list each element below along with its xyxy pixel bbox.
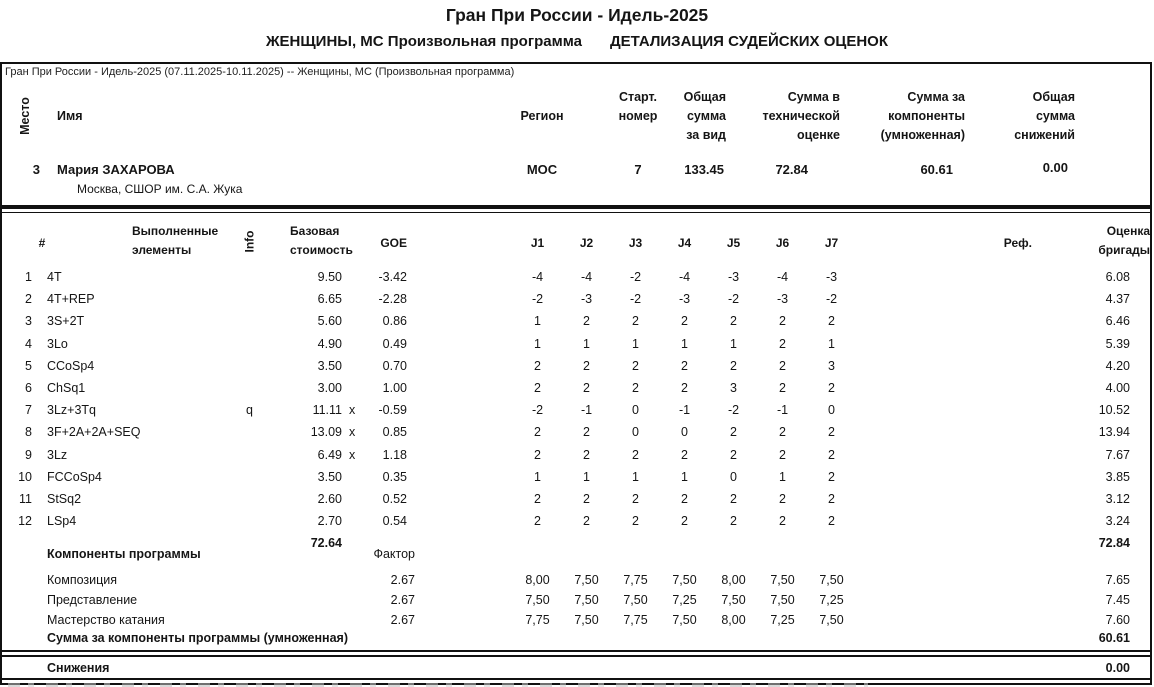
panel-score-column-header: Оценка бригады [1098, 224, 1150, 257]
element-bonus-x-marker [342, 510, 367, 532]
element-info-flag [227, 310, 272, 332]
judge-column-header: J6 [775, 236, 790, 250]
element-goe: 0.85 [382, 425, 407, 440]
judge-score: 2 [730, 314, 737, 329]
element-row [2, 377, 1154, 399]
judge-score: -3 [776, 292, 789, 307]
judge-column-header: J1 [530, 236, 545, 250]
judge-component-score: 7,50 [574, 573, 599, 587]
judge-score: -3 [580, 292, 593, 307]
element-base-value: 2.70 [317, 514, 342, 529]
referee-cell [856, 610, 1044, 630]
executed-elements-column-header: Выполненные элементы [132, 224, 219, 257]
judge-score: -1 [776, 403, 789, 418]
judge-component-score: 7,50 [574, 613, 599, 627]
judge-component-score: 7,50 [721, 593, 746, 607]
judge-score: -3 [678, 292, 691, 307]
judge-score: 2 [534, 491, 541, 506]
element-number: 12 [18, 514, 32, 529]
judge-score: 2 [583, 314, 590, 329]
judge-score: 2 [681, 314, 688, 329]
element-info-flag [227, 466, 272, 488]
element-number: 8 [25, 425, 32, 440]
referee-cell [856, 355, 1044, 377]
judge-score: 2 [632, 514, 639, 529]
element-name: CCoSp4 [47, 358, 95, 373]
element-number: 5 [25, 358, 32, 373]
element-info-flag [227, 488, 272, 510]
judge-score: -4 [580, 270, 593, 284]
element-panel-score: 7.67 [1105, 447, 1130, 462]
judge-score: -4 [531, 270, 544, 284]
judge-score: 2 [828, 314, 835, 329]
element-bonus-x-marker [342, 288, 367, 310]
judge-score: -4 [678, 270, 691, 284]
element-name: 3Lz+3Tq [47, 403, 96, 418]
judge-score: 2 [828, 514, 835, 529]
panel-score-total: 72.84 [1098, 536, 1130, 550]
element-info-flag [227, 421, 272, 443]
element-row [2, 266, 1154, 288]
referee-cell [856, 488, 1044, 510]
element-bonus-x-marker [342, 333, 367, 355]
component-factor: 2.67 [390, 593, 415, 607]
element-info-flag [227, 444, 272, 466]
judge-score: -3 [825, 270, 838, 284]
components-header-row [2, 547, 1154, 565]
judge-column-header: J5 [726, 236, 741, 250]
judge-component-score: 7,50 [672, 613, 697, 627]
judge-score: 1 [583, 469, 590, 484]
judge-score: 1 [681, 469, 688, 484]
element-goe: 0.86 [382, 314, 407, 329]
element-panel-score: 13.94 [1098, 425, 1130, 440]
judge-score: 0 [730, 469, 737, 484]
judge-score: 2 [828, 469, 835, 484]
element-info-flag [227, 288, 272, 310]
judge-score: 2 [730, 425, 737, 440]
judge-score: 2 [583, 425, 590, 440]
element-row [2, 510, 1154, 532]
tes-column-header: Сумма в технической оценке [762, 90, 840, 142]
goe-column-header: GOE [380, 236, 407, 250]
judge-score: 0 [632, 425, 639, 440]
element-goe: -0.59 [378, 403, 407, 418]
start-number-column-header: Старт. номер [618, 90, 658, 123]
element-row [2, 421, 1154, 443]
element-panel-score: 3.24 [1105, 514, 1130, 529]
judge-score: 2 [828, 447, 835, 462]
element-number: 2 [25, 292, 32, 307]
referee-cell [856, 510, 1044, 532]
judge-score: 1 [730, 336, 737, 351]
judge-score: 2 [779, 314, 786, 329]
deductions-value: 0.00 [1105, 661, 1130, 675]
element-number: 10 [18, 469, 32, 484]
judge-score: 0 [632, 403, 639, 418]
element-panel-score: 4.37 [1105, 292, 1130, 307]
judge-component-score: 7,50 [819, 573, 844, 587]
judge-score: 2 [828, 491, 835, 506]
judge-score: 2 [779, 425, 786, 440]
judge-score: 2 [828, 380, 835, 395]
judge-column-header: J2 [579, 236, 594, 250]
element-base-value: 11.11 [312, 403, 342, 418]
judge-score: -3 [727, 270, 740, 284]
judge-score: 1 [583, 336, 590, 351]
judge-score: 2 [583, 491, 590, 506]
element-bonus-x-marker [342, 266, 367, 288]
element-name: 3Lo [47, 336, 68, 351]
double-divider [0, 650, 1152, 657]
element-bonus-x-marker: x [349, 447, 356, 462]
judge-score: 2 [632, 358, 639, 373]
element-number: 3 [25, 314, 32, 329]
element-base-value: 6.49 [317, 447, 342, 462]
component-name: Композиция [47, 573, 118, 587]
judge-component-score: 7,50 [525, 593, 550, 607]
referee-cell [856, 266, 1044, 288]
elements-rows [2, 266, 1154, 532]
info-column-header: Info [242, 230, 256, 252]
component-name: Представление [47, 593, 138, 607]
deductions-row [2, 659, 1154, 677]
referee-cell [856, 310, 1044, 332]
judge-score: 2 [779, 447, 786, 462]
element-row [2, 399, 1154, 421]
judge-score: -2 [825, 292, 838, 307]
element-panel-score: 4.20 [1105, 358, 1130, 373]
judge-score: 2 [583, 358, 590, 373]
element-number: 1 [25, 270, 32, 284]
place-column-header: Место [18, 97, 32, 135]
judge-score: 2 [632, 491, 639, 506]
event-subtitle [0, 33, 1154, 50]
element-panel-score: 5.39 [1105, 336, 1130, 351]
heavy-divider [0, 205, 1152, 213]
element-info-flag [227, 510, 272, 532]
total-score-column-header: Общая сумма за вид [683, 90, 726, 142]
element-number: 11 [19, 491, 32, 506]
element-row [2, 444, 1154, 466]
judge-score: 2 [632, 447, 639, 462]
element-goe: -2.28 [378, 292, 407, 307]
cut-off-footnote [8, 683, 868, 687]
element-panel-score: 3.85 [1105, 469, 1130, 484]
judge-score: 1 [534, 314, 541, 329]
judge-score: 2 [779, 491, 786, 506]
components-sum-label: Сумма за компоненты программы (умноженная) [47, 631, 348, 645]
element-info-flag [227, 266, 272, 288]
judge-score: 2 [681, 491, 688, 506]
referee-cell [856, 466, 1044, 488]
element-base-value: 3.50 [317, 358, 342, 373]
athlete-deductions: 0.00 [1042, 160, 1068, 175]
pcs-column-header: Сумма за компоненты (умноженная) [880, 90, 965, 142]
judge-score: -4 [776, 270, 789, 284]
element-name: 3S+2T [47, 314, 85, 329]
judge-score: 2 [632, 380, 639, 395]
element-base-value: 5.60 [317, 314, 342, 329]
element-goe: 1.00 [382, 380, 407, 395]
judge-score: 2 [681, 380, 688, 395]
judge-score: 2 [681, 447, 688, 462]
element-goe: 0.70 [382, 358, 407, 373]
component-row [2, 590, 1154, 610]
judge-component-score: 7,25 [770, 613, 795, 627]
element-panel-score: 4.00 [1105, 380, 1130, 395]
report-title: ДЕТАЛИЗАЦИЯ СУДЕЙСКИХ ОЦЕНОК [609, 33, 888, 50]
element-name: 4T [47, 270, 62, 284]
element-number: 4 [25, 336, 32, 351]
element-info-flag: q [246, 403, 253, 418]
athlete-region: МОС [526, 162, 558, 177]
region-column-header: Регион [520, 109, 564, 123]
judge-component-score: 7,50 [819, 613, 844, 627]
element-base-value: 13.09 [310, 425, 342, 440]
element-row [2, 355, 1154, 377]
element-name: 3Lz [47, 447, 68, 462]
protocol-sheet [0, 62, 1152, 683]
component-name: Мастерство катания [47, 613, 165, 627]
judge-score: 1 [534, 469, 541, 484]
judge-score: -2 [629, 292, 642, 307]
judge-component-score: 7,50 [574, 593, 599, 607]
element-base-value: 9.50 [317, 270, 342, 284]
element-goe: 0.35 [382, 469, 407, 484]
element-row [2, 333, 1154, 355]
name-column-header: Имя [57, 109, 83, 123]
element-base-value: 6.65 [317, 292, 342, 307]
judge-component-score: 7,50 [770, 593, 795, 607]
judge-score: 2 [779, 514, 786, 529]
element-goe: -3.42 [378, 270, 407, 284]
element-number: 6 [25, 380, 32, 395]
judge-score: -1 [678, 403, 691, 418]
judge-score: -1 [580, 403, 593, 418]
element-name: FCCoSp4 [47, 469, 102, 484]
judge-score: 2 [779, 358, 786, 373]
referee-cell [856, 377, 1044, 399]
athlete-start-number: 7 [634, 162, 642, 177]
judge-score: 2 [534, 514, 541, 529]
element-name: 4T+REP [47, 292, 95, 307]
elements-table-header [2, 216, 1154, 266]
referee-cell [856, 288, 1044, 310]
judge-component-score: 7,50 [770, 573, 795, 587]
judge-component-score: 7,50 [623, 593, 648, 607]
referee-cell [856, 444, 1044, 466]
element-name: StSq2 [47, 491, 82, 506]
athlete-club: Москва, СШОР им. С.А. Жука [77, 182, 243, 196]
element-panel-score: 10.52 [1098, 403, 1130, 418]
judge-score: 2 [583, 514, 590, 529]
element-bonus-x-marker: x [349, 403, 356, 418]
components-title: Компоненты программы [47, 547, 201, 561]
athlete-tes: 72.84 [775, 162, 808, 177]
element-number: 7 [25, 403, 32, 418]
element-row [2, 488, 1154, 510]
judge-score: 1 [828, 336, 835, 351]
element-bonus-x-marker [342, 466, 367, 488]
element-row [2, 310, 1154, 332]
event-info-line: Гран При России - Идель-2025 (07.11.2025-10.11.2025) -- Женщины, МС (Произвольная программа) [5, 66, 515, 78]
judge-score: 2 [779, 380, 786, 395]
element-goe: 0.52 [382, 491, 407, 506]
judge-component-score: 7,75 [623, 573, 648, 587]
element-bonus-x-marker [342, 355, 367, 377]
component-row [2, 570, 1154, 590]
element-panel-score: 6.46 [1105, 314, 1130, 329]
judge-component-score: 7,75 [525, 613, 550, 627]
deductions-label: Снижения [47, 661, 110, 675]
judge-column-header: J7 [824, 236, 839, 250]
judge-component-score: 7,75 [623, 613, 648, 627]
element-info-flag [227, 377, 272, 399]
element-base-value: 2.60 [317, 491, 342, 506]
element-name: LSp4 [47, 514, 77, 529]
judge-score: 0 [681, 425, 688, 440]
judge-score: 2 [583, 447, 590, 462]
judge-component-score: 8,00 [721, 573, 746, 587]
judge-score: -2 [531, 403, 544, 418]
judge-score: 2 [730, 358, 737, 373]
element-name: ChSq1 [47, 380, 86, 395]
judge-score: 1 [632, 469, 639, 484]
judge-score: 2 [779, 336, 786, 351]
judge-score: 2 [828, 425, 835, 440]
element-name: 3F+2A+2A+SEQ [47, 425, 141, 440]
base-value-column-header: Базовая стоимость [290, 224, 353, 257]
judge-score: 2 [730, 447, 737, 462]
components-sum-row [2, 629, 1154, 647]
judge-score: 2 [534, 380, 541, 395]
judge-score: -2 [727, 403, 740, 418]
judge-score: 2 [583, 380, 590, 395]
referee-cell [856, 421, 1044, 443]
element-goe: 1.18 [382, 447, 407, 462]
base-value-total: 72.64 [310, 536, 342, 550]
judge-score: 2 [534, 358, 541, 373]
element-panel-score: 3.12 [1105, 491, 1130, 506]
referee-cell [856, 399, 1044, 421]
referee-cell [856, 570, 1044, 590]
element-bonus-x-marker [342, 488, 367, 510]
referee-cell [856, 590, 1044, 610]
judge-component-score: 8,00 [721, 613, 746, 627]
judge-column-header: J3 [628, 236, 643, 250]
element-goe: 0.49 [382, 336, 407, 351]
judge-score: 2 [534, 447, 541, 462]
judge-component-score: 8,00 [525, 573, 550, 587]
referee-cell [856, 333, 1044, 355]
judge-score: -2 [629, 270, 642, 284]
athlete-name: Мария ЗАХАРОВА [57, 162, 175, 177]
judge-score: 2 [681, 358, 688, 373]
judge-score: 2 [730, 514, 737, 529]
component-factor: 2.67 [390, 573, 415, 587]
event-title: Гран При России - Идель-2025 [445, 5, 709, 25]
segment-title: ЖЕНЩИНЫ, МС Произвольная программа [265, 33, 582, 50]
element-bonus-x-marker: x [349, 425, 356, 440]
element-row [2, 288, 1154, 310]
judge-score: 2 [534, 425, 541, 440]
judge-score: 1 [681, 336, 688, 351]
components-sum-value: 60.61 [1098, 631, 1130, 645]
judge-score: 1 [534, 336, 541, 351]
judge-score: 3 [730, 380, 737, 395]
athlete-pcs: 60.61 [920, 162, 953, 177]
element-bonus-x-marker [342, 310, 367, 332]
element-info-flag [227, 333, 272, 355]
judge-component-score: 7,50 [672, 573, 697, 587]
element-info-flag [227, 355, 272, 377]
judge-score: -2 [531, 292, 544, 307]
number-column-header: # [38, 236, 46, 250]
judge-score: 3 [828, 358, 835, 373]
component-panel-score: 7.45 [1105, 593, 1130, 607]
element-bonus-x-marker [342, 377, 367, 399]
element-base-value: 3.00 [317, 380, 342, 395]
athlete-place: 3 [32, 162, 40, 177]
element-number: 9 [25, 447, 32, 462]
athlete-total-score: 133.45 [684, 162, 724, 177]
judge-score: -2 [727, 292, 740, 307]
element-goe: 0.54 [382, 514, 407, 529]
judge-component-score: 7,25 [819, 593, 844, 607]
judge-score: 2 [632, 314, 639, 329]
judge-score: 0 [828, 403, 835, 418]
deductions-column-header: Общая сумма снижений [1014, 90, 1075, 142]
component-panel-score: 7.60 [1105, 613, 1130, 627]
component-factor: 2.67 [390, 613, 415, 627]
judge-score: 1 [779, 469, 786, 484]
element-row [2, 466, 1154, 488]
element-base-value: 4.90 [317, 336, 342, 351]
element-base-value: 3.50 [317, 469, 342, 484]
factor-label: Фактор [373, 547, 415, 561]
judge-score: 1 [632, 336, 639, 351]
referee-column-header: Реф. [1003, 236, 1032, 250]
component-panel-score: 7.65 [1105, 573, 1130, 587]
judge-score: 2 [681, 514, 688, 529]
components-rows [2, 570, 1154, 630]
judge-column-header: J4 [677, 236, 692, 250]
component-row [2, 610, 1154, 630]
judge-score: 2 [730, 491, 737, 506]
judge-component-score: 7,25 [672, 593, 697, 607]
element-panel-score: 6.08 [1105, 270, 1130, 284]
